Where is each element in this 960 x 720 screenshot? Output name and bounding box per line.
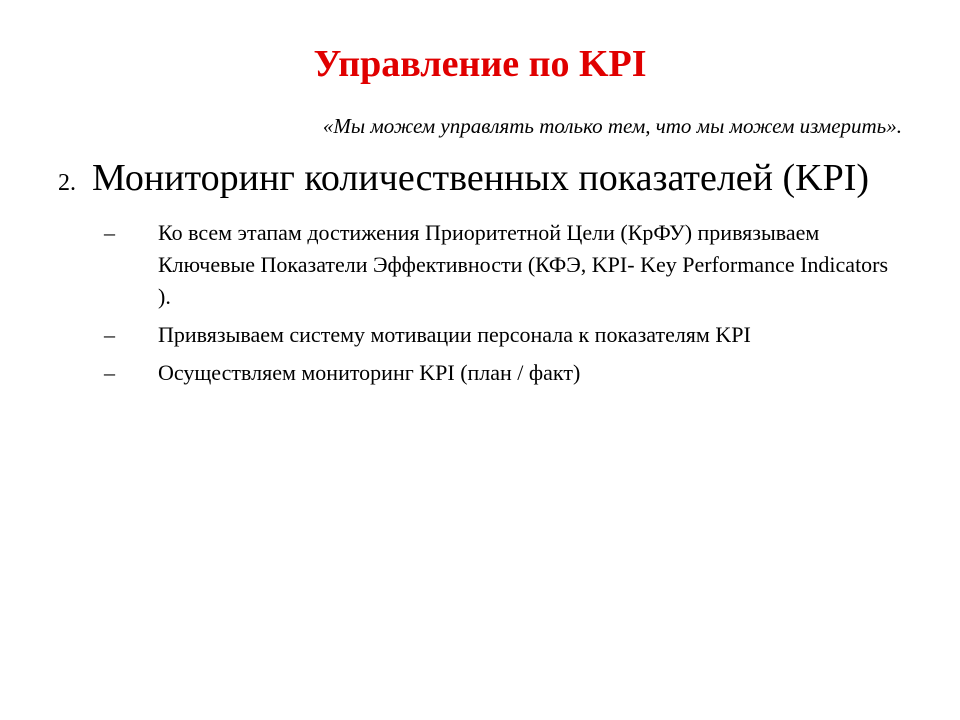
bullet-text: Осуществляем мониторинг KPI (план / факт) bbox=[158, 360, 581, 385]
list-item bbox=[58, 319, 918, 351]
bullet-list bbox=[58, 217, 918, 389]
bullet-text: Привязываем систему мотивации персонала к показателям KPI bbox=[158, 322, 751, 347]
section-heading bbox=[58, 154, 918, 207]
section-block bbox=[58, 154, 918, 395]
dash-icon: – bbox=[104, 360, 115, 385]
slide-title: Управление по KPI bbox=[313, 43, 647, 85]
list-item bbox=[58, 357, 918, 389]
bullet-text: Ко всем этапам достижения Приоритетной Цели (КрФУ) привязываем Ключевые Показатели Эффективности (КФЭ, KPI- Key Performance Indicators ). bbox=[158, 220, 889, 309]
dash-icon: – bbox=[104, 220, 115, 245]
dash-icon: – bbox=[104, 322, 115, 347]
list-item bbox=[58, 217, 918, 313]
section-title: Мониторинг количественных показателей (KPI) bbox=[92, 157, 870, 199]
quote-text: «Мы можем управлять только тем, что мы можем измерить». bbox=[322, 114, 902, 138]
section-number: 2. bbox=[58, 170, 76, 196]
